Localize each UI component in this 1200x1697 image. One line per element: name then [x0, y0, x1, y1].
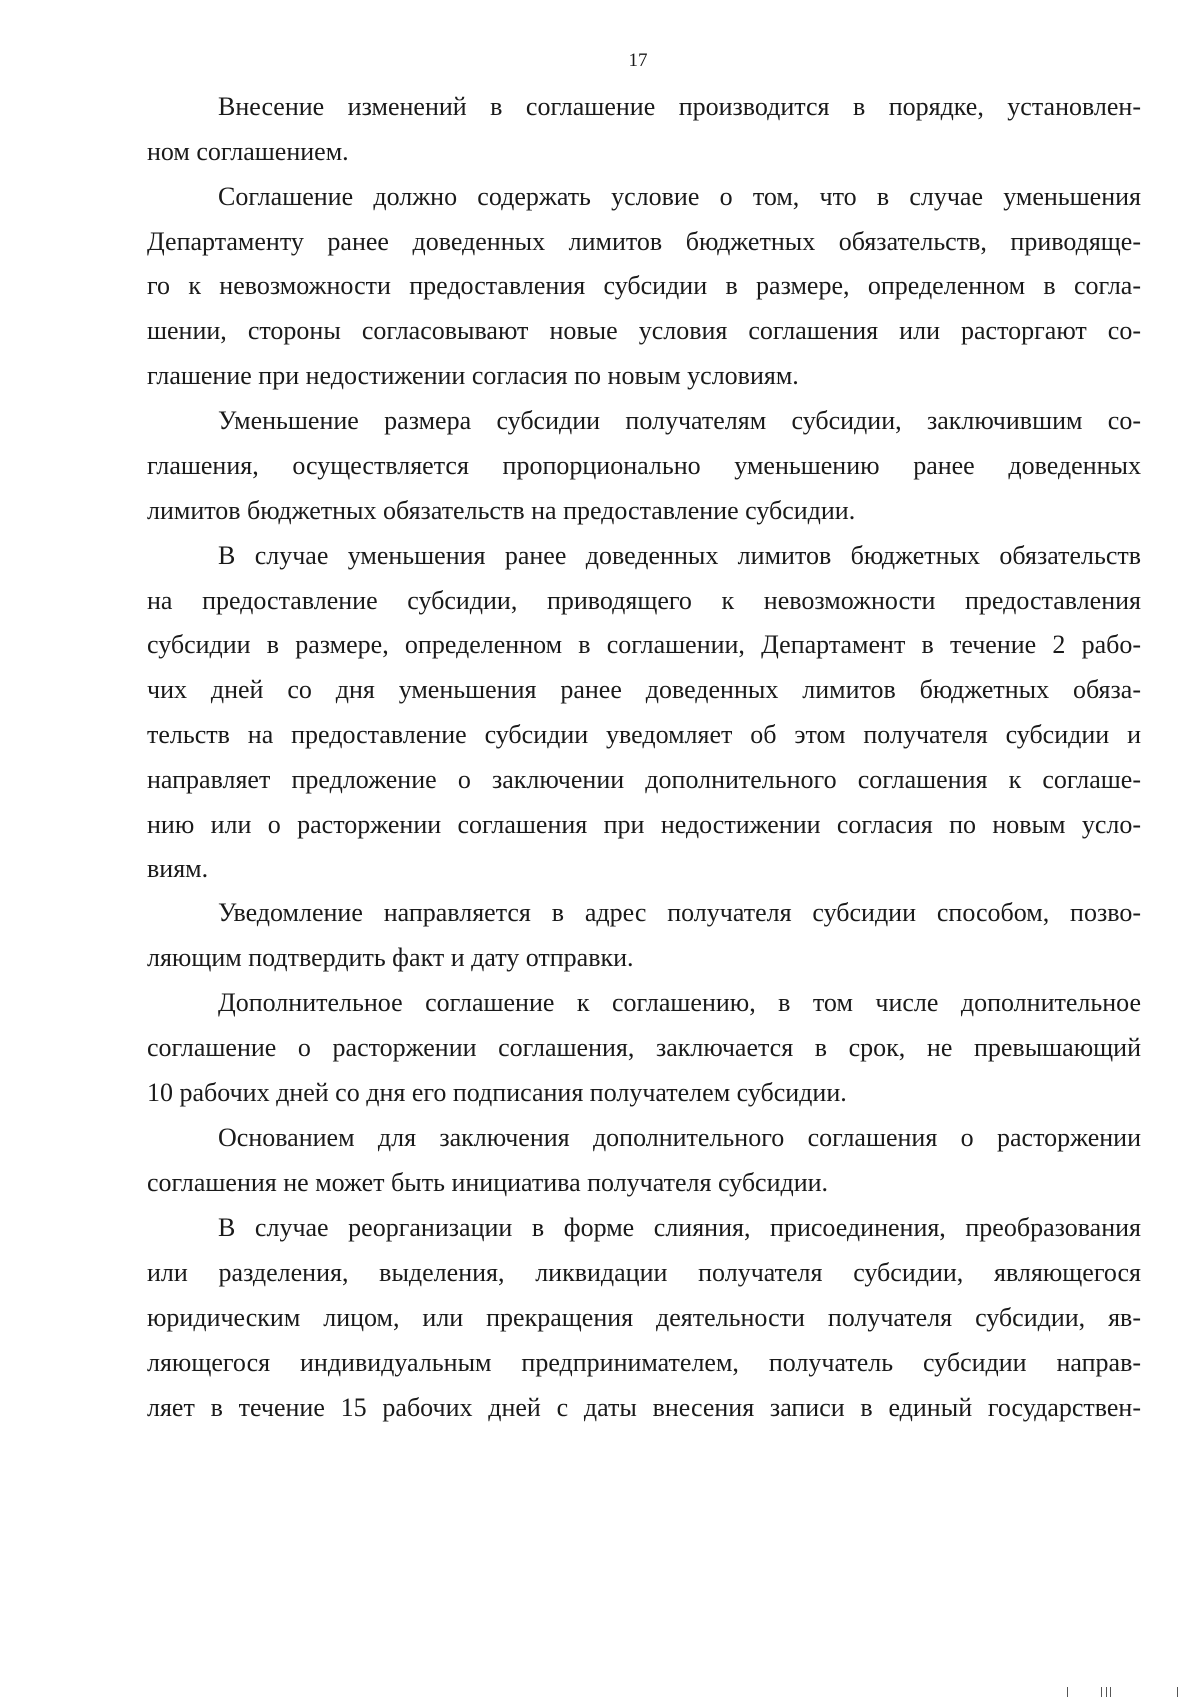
text-line: Соглашение должно содержать условие о том, что в случае уменьшения	[218, 182, 1141, 211]
text-line: Уведомление направляется в адрес получателя субсидии способом, позво-	[218, 898, 1141, 927]
text-line: Департаменту ранее доведенных лимитов бюджетных обязательств, приводяще-	[147, 227, 1141, 256]
text-line: глашения, осуществляется пропорционально уменьшению ранее доведенных	[147, 451, 1141, 480]
text-line: Дополнительное соглашение к соглашению, в том числе дополнительное	[218, 988, 1141, 1017]
text-line: глашение при недостижении согласия по новым условиям.	[147, 361, 799, 390]
text-line: го к невозможности предоставления субсидии в размере, определенном в согла-	[147, 271, 1141, 300]
text-line: ном соглашением.	[147, 137, 349, 166]
text-line: ляющегося индивидуальным предпринимателем, получатель субсидии направ-	[147, 1348, 1141, 1377]
text-line: ляющим подтвердить факт и дату отправки.	[147, 943, 634, 972]
text-line: нию или о расторжении соглашения при недостижении согласия по новым усло-	[147, 810, 1141, 839]
text-line: направляет предложение о заключении дополнительного соглашения к соглаше-	[147, 765, 1141, 794]
text-line: 10 рабочих дней со дня его подписания получателем субсидии.	[147, 1078, 847, 1107]
text-line: В случае реорганизации в форме слияния, присоединения, преобразования	[218, 1213, 1141, 1242]
text-line: соглашение о расторжении соглашения, заключается в срок, не превышающий	[147, 1033, 1141, 1062]
text-line: на предоставление субсидии, приводящего к невозможности предоставления	[147, 586, 1141, 615]
text-line: виям.	[147, 854, 209, 883]
text-line: Основанием для заключения дополнительного соглашения о расторжении	[218, 1123, 1141, 1152]
text-line: шении, стороны согласовывают новые условия соглашения или расторгают со-	[147, 316, 1141, 345]
text-line: Внесение изменений в соглашение производится в порядке, установлен-	[218, 92, 1141, 121]
text-line: лимитов бюджетных обязательств на предоставление субсидии.	[147, 496, 856, 525]
text-line: В случае уменьшения ранее доведенных лимитов бюджетных обязательств	[218, 541, 1141, 570]
page-number: 17	[628, 50, 648, 71]
text-line: Уменьшение размера субсидии получателям субсидии, заключившим со-	[218, 406, 1141, 435]
text-line: чих дней со дня уменьшения ранее доведенных лимитов бюджетных обяза-	[147, 675, 1141, 704]
text-line: тельств на предоставление субсидии уведомляет об этом получателя субсидии и	[147, 720, 1141, 749]
text-line: субсидии в размере, определенном в соглашении, Департамент в течение 2 рабо-	[147, 630, 1141, 659]
text-line: юридическим лицом, или прекращения деятельности получателя субсидии, яв-	[147, 1303, 1141, 1332]
text-line: соглашения не может быть инициатива получателя субсидии.	[147, 1168, 829, 1197]
text-line: или разделения, выделения, ликвидации получателя субсидии, являющегося	[147, 1258, 1141, 1287]
text-line: ляет в течение 15 рабочих дней с даты внесения записи в единый государствен-	[147, 1393, 1141, 1422]
